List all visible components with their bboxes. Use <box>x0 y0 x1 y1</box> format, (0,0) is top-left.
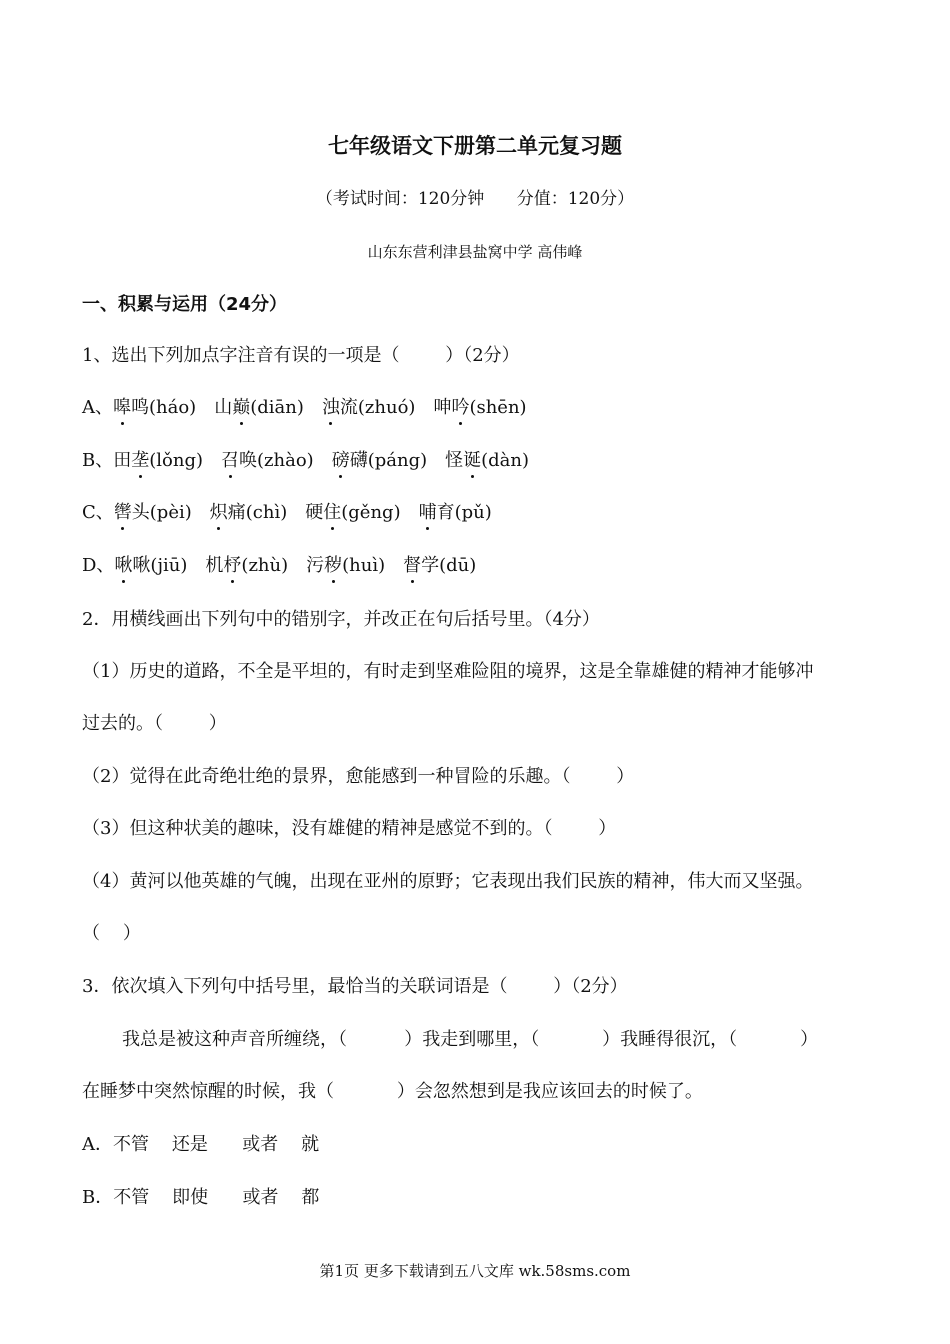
pinyin-text: (lǒng) <box>149 450 203 471</box>
dotted-char: 住 <box>323 502 342 523</box>
page-title: 七年级语文下册第二单元复习题 <box>328 134 622 158</box>
question-2-sentence-4: （4）黄河以他英雄的气魄，出现在亚州的原野；它表现出我们民族的精神，伟大而又坚强。 <box>82 871 814 892</box>
pinyin-item <box>403 555 476 576</box>
pinyin-text: (dàn) <box>481 450 530 471</box>
pinyin-item <box>114 555 187 576</box>
pinyin-item <box>306 555 385 576</box>
question-2-sentence-1-cont: 过去的。（ ） <box>82 713 227 734</box>
question-2-sentence-4-cont: （ ） <box>82 923 141 944</box>
dotted-char: 啾 <box>114 555 133 576</box>
pinyin-item <box>445 450 529 471</box>
option-letter: C、 <box>82 502 114 523</box>
pinyin-item <box>214 397 304 418</box>
pinyin-item <box>332 450 427 471</box>
plain-char: 硬 <box>305 502 324 523</box>
pinyin-text: (huì) <box>342 555 386 576</box>
pinyin-item <box>113 450 203 471</box>
plain-char: 怪 <box>445 450 464 471</box>
option-letter: B、 <box>82 450 114 471</box>
plain-char: 污 <box>306 555 325 576</box>
plain-char: 机 <box>205 555 224 576</box>
dotted-char: 召 <box>221 450 239 471</box>
pinyin-text: 流(zhuó) <box>339 397 416 418</box>
plain-char: 山 <box>214 397 233 418</box>
pinyin-text: 育(pǔ) <box>436 502 492 523</box>
option-letter: A、 <box>82 397 113 418</box>
question-1-option <box>82 449 529 473</box>
pinyin-text: 唤(zhào) <box>239 450 314 471</box>
question-1-stem: 1、选出下列加点字注音有误的一项是（ ）（2分） <box>82 345 520 366</box>
question-2-sentence-3: （3）但这种状美的趣味，没有雄健的精神是感觉不到的。（ ） <box>82 818 617 839</box>
question-2-stem: 2．用横线画出下列句中的错别字，并改正在句后括号里。（4分） <box>82 609 600 630</box>
dotted-char: 秽 <box>324 555 343 576</box>
question-2-sentence-2: （2）觉得在此奇绝壮绝的景界，愈能感到一种冒险的乐趣。（ ） <box>82 766 635 787</box>
dotted-char: 浊 <box>321 397 340 418</box>
pinyin-item <box>305 502 400 523</box>
section-heading: 一、积累与运用（24分） <box>82 294 288 315</box>
dotted-char: 督 <box>403 555 422 576</box>
dotted-char: 炽 <box>209 502 228 523</box>
plain-char: 田 <box>113 450 132 471</box>
pinyin-text: 痛(chì) <box>227 502 288 523</box>
pinyin-item <box>221 450 314 471</box>
pinyin-item <box>419 502 492 523</box>
pinyin-item <box>113 397 196 418</box>
pinyin-text: 礴(páng) <box>349 450 428 471</box>
question-3-option-a: A．不管 还是 或者 就 <box>82 1134 320 1155</box>
question-2-sentence-1: （1）历史的道路，不全是平坦的，有时走到坚难险阻的境界，这是全靠雄健的精神才能够冲 <box>82 661 814 682</box>
question-3-passage-line-2: 在睡梦中突然惊醒的时候，我（ ）会忽然想到是我应该回去的时候了。 <box>82 1081 703 1102</box>
pinyin-item <box>210 502 287 523</box>
dotted-char: 磅 <box>331 450 350 471</box>
pinyin-item <box>205 555 288 576</box>
pinyin-text: 学(dū) <box>421 555 477 576</box>
pinyin-item <box>322 397 416 418</box>
question-1-option <box>82 501 492 525</box>
pinyin-text: 啾(jiū) <box>132 555 188 576</box>
page-footer: 第1页 更多下载请到五八文库 wk.58sms.com <box>319 1262 631 1280</box>
plain-char: 呻 <box>433 397 452 418</box>
dotted-char: 垄 <box>131 450 150 471</box>
pinyin-item <box>433 397 526 418</box>
pinyin-text: (gěng) <box>341 502 401 523</box>
pinyin-text: (diān) <box>250 397 304 418</box>
question-3-option-b: B．不管 即使 或者 都 <box>82 1187 320 1208</box>
option-letter: D、 <box>82 555 115 576</box>
dotted-char: 嗥 <box>113 397 131 418</box>
pinyin-text: 鸣(háo) <box>131 397 197 418</box>
dotted-char: 辔 <box>113 502 132 523</box>
question-1-option <box>82 554 476 578</box>
pinyin-text: (shēn) <box>469 397 527 418</box>
author-line: 山东东营利津县盐窝中学 高伟峰 <box>367 243 583 261</box>
dotted-char: 诞 <box>463 450 482 471</box>
dotted-char: 吟 <box>451 397 470 418</box>
question-3-passage-line-1: 我总是被这种声音所缠绕，（ ）我走到哪里，（ ）我睡得很沉，（ ） <box>122 1029 819 1050</box>
dotted-char: 哺 <box>418 502 437 523</box>
exam-info: （考试时间：120分钟 分值：120分） <box>315 189 635 209</box>
dotted-char: 杼 <box>223 555 242 576</box>
pinyin-text: (zhù) <box>241 555 289 576</box>
pinyin-item <box>114 502 192 523</box>
question-1-option <box>82 396 527 420</box>
pinyin-text: 头(pèi) <box>131 502 192 523</box>
dotted-char: 巅 <box>232 397 251 418</box>
question-3-stem: 3．依次填入下列句中括号里，最恰当的关联词语是（ ）（2分） <box>82 976 628 997</box>
